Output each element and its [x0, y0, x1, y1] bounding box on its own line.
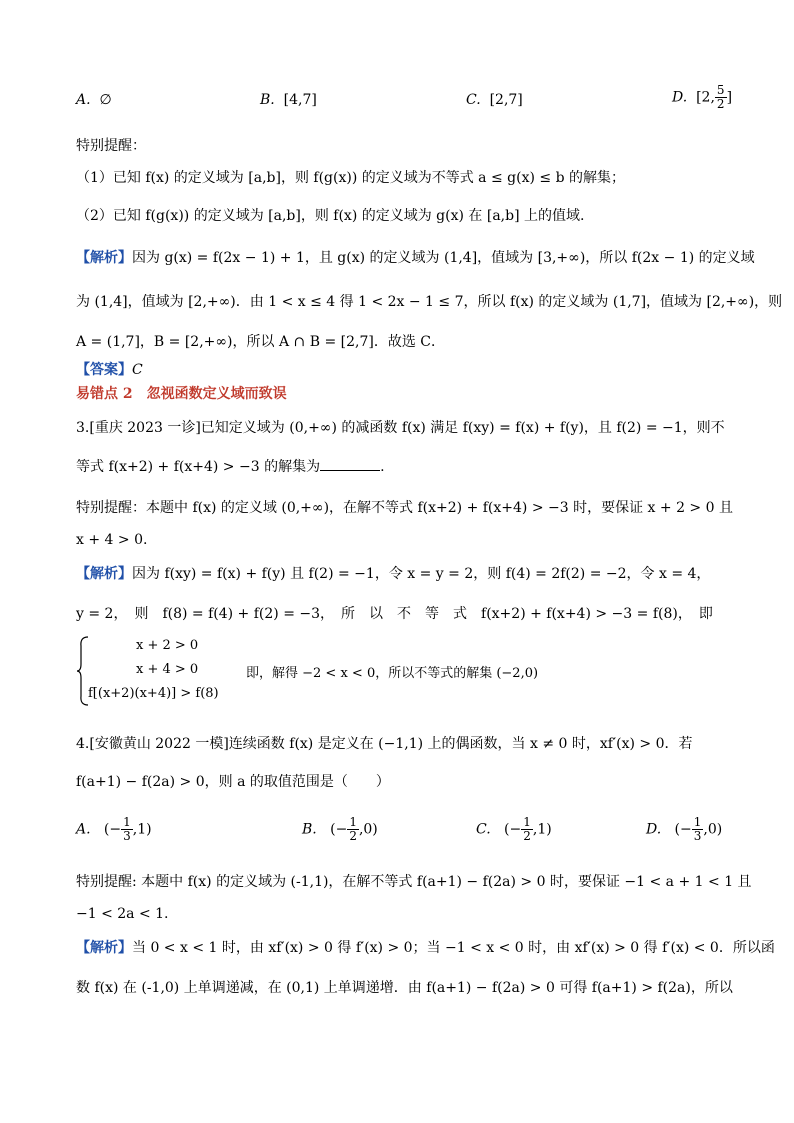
tip2-title: 特别提醒： [76, 138, 146, 154]
tip3-line-2: x + 4 > 0. [76, 532, 148, 548]
tip2-line-1: （1）已知 f(x) 的定义域为 [a,b]，则 f(g(x)) 的定义域为不等式 a ≤ g(x) ≤ b 的解集； [76, 170, 625, 186]
q2-option-d: D. [2, $\frac{5}{2}$ ] [672, 83, 733, 111]
q2-option-a: A. ∅ [76, 92, 112, 108]
solution2-line-2: 为 (1,4]，值域为 [2,+∞)．由 1 < x ≤ 4 得 1 < 2x − 1 ≤ 7，所以 f(x) 的定义域为 (1,7]，值域为 [2,+∞)，则 [76, 294, 783, 310]
answer-tag: 【答案】 [76, 362, 132, 378]
tip4-line-1: 特别提醒: 本题中 f(x) 的定义域为 (-1,1)，在解不等式 f(a+1) − f(2a) > 0 时，要保证 −1 < a + 1 < 1 且 [76, 874, 752, 890]
answer2: 【答案】C [76, 362, 143, 378]
q4-line-1: 4.[安徽黄山 2022 一模]连续函数 f(x) 是定义在 (−1,1) 上的偶函数，当 x ≠ 0 时，xf′(x) > 0．若 [76, 736, 693, 752]
q4-option-d: D. (− $\frac{1}{3}$ ,0) [646, 815, 723, 843]
solution-tag: 【解析】 [76, 566, 132, 582]
q4-option-c: C. (− $\frac{1}{2}$ ,1) [476, 815, 552, 843]
tip4-line-2: −1 < 2a < 1. [76, 906, 169, 922]
q4-line-2: f(a+1) − f(2a) > 0，则 a 的取值范围是（ ） [76, 774, 390, 790]
system-line-1: x + 2 > 0 [136, 638, 199, 653]
solution-tag: 【解析】 [76, 940, 132, 956]
answer-blank[interactable] [320, 456, 380, 471]
section-heading-2: 易错点 2 忽视函数定义域而致误 [76, 386, 287, 402]
solution2-line-3: A = (1,7]，B = [2,+∞)，所以 A ∩ B = [2,7]．故选 C． [76, 334, 445, 350]
tip3-line-1: 特别提醒：本题中 f(x) 的定义域 (0,+∞)，在解不等式 f(x+2) + f(x+4) > −3 时，要保证 x + 2 > 0 且 [76, 500, 733, 516]
system-line-2: x + 4 > 0 [136, 662, 199, 677]
system-conclusion: 即，解得 −2 < x < 0，所以不等式的解集 (−2,0) [246, 666, 539, 681]
q3-line-1: 3.[重庆 2023 一诊]已知定义域为 (0,+∞) 的减函数 f(x) 满足 f(xy) = f(x) + f(y)，且 f(2) = −1，则不 [76, 420, 725, 436]
solution3-line-2: y = 2， 则 f(8) = f(4) + f(2) = −3， 所 以 不 等 式 f(x+2) + f(x+4) > −3 = f(8)， 即 [76, 606, 713, 622]
solution2-line-1: 【解析】因为 g(x) = f(2x − 1) + 1，且 g(x) 的定义域为 (1,4]，值域为 [3,+∞)，所以 f(2x − 1) 的定义域 [76, 250, 755, 266]
q2-option-b: B. [4,7] [260, 92, 317, 108]
solution-tag: 【解析】 [76, 250, 132, 266]
q2-option-c: C. [2,7] [466, 92, 523, 108]
q4-option-a: A. (− $\frac{1}{3}$ ,1) [76, 815, 152, 843]
q4-option-b: B. (− $\frac{1}{2}$ ,0) [302, 815, 378, 843]
tip2-line-2: （2）已知 f(g(x)) 的定义域为 [a,b]，则 f(x) 的定义域为 g(x) 在 [a,b] 上的值域. [76, 208, 585, 224]
system-line-3: f[(x+2)(x+4)] > f(8) [88, 686, 219, 701]
solution4-line-2: 数 f(x) 在 (-1,0) 上单调递减，在 (0,1) 上单调递增．由 f(a+1) − f(2a) > 0 可得 f(a+1) > f(2a)，所以 [76, 980, 733, 996]
q3-line-2: 等式 f(x+2) + f(x+4) > −3 的解集为 . [76, 456, 385, 477]
solution4-line-1: 【解析】当 0 < x < 1 时，由 xf′(x) > 0 得 f′(x) > 0；当 −1 < x < 0 时，由 xf′(x) > 0 得 f′(x) < 0．所以函 [76, 940, 775, 956]
solution3-line-1: 【解析】因为 f(xy) = f(x) + f(y) 且 f(2) = −1，令 x = y = 2，则 f(4) = 2f(2) = −2，令 x = 4， [76, 566, 711, 582]
